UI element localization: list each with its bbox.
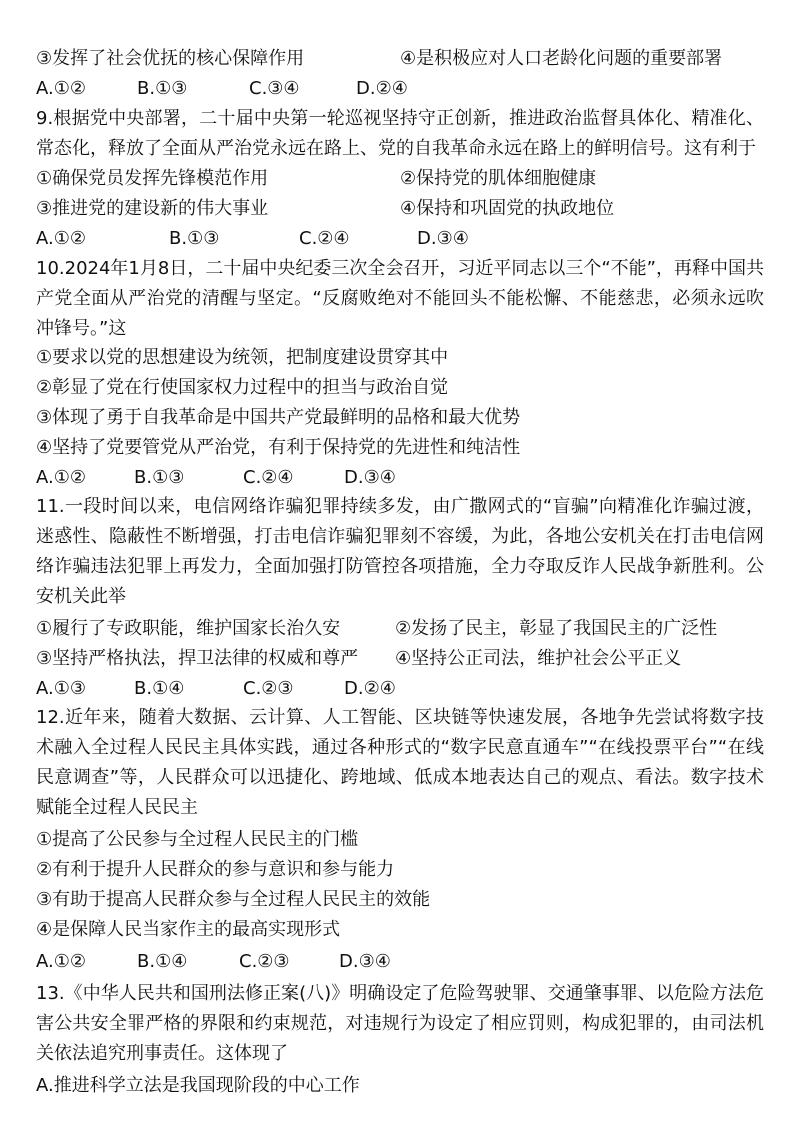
q9-choice-d[interactable]: D.③④ [417,228,469,249]
q10-option-1: ①要求以党的思想建设为统领，把制度建设贯穿其中 [36,347,449,368]
q12-choice-c[interactable]: C.②③ [239,951,290,972]
q8-choice-b[interactable]: B.①③ [137,78,188,99]
q8-choice-a[interactable]: A.①② [36,78,86,99]
q12-stem: 12.近年来，随着大数据、云计算、人工智能、区块链等快速发展，各地争先尝试将数字技术融入全过程人民民主具体实践，通过各种形式的“数字民意直通车”“在线投票平台”“在线民意调查”等，人民群众可以迅捷化、跨地域、低成本地表达自己的观点、看法。数字技术赋能全过程人民民主 [36,707,764,818]
q10-choice-b[interactable]: B.①③ [134,467,185,488]
q11-choice-d[interactable]: D.②④ [344,678,396,699]
q12-choice-d[interactable]: D.③④ [339,951,391,972]
q9-option-3: ③推进党的建设新的伟大事业 [36,198,269,219]
q11-option-1: ①履行了专政职能，维护国家长治久安 [36,618,341,639]
q9-choice-b[interactable]: B.①③ [169,228,220,249]
q11-choices [36,677,764,701]
q12-option-2: ②有利于提升人民群众的参与意识和参与能力 [36,859,395,880]
q10-option-4: ④坚持了党要管党从严治党，有利于保持党的先进性和纯洁性 [36,437,521,458]
q9-choice-c[interactable]: C.②④ [299,228,350,249]
q12-option-4: ④是保障人民当家作主的最高实现形式 [36,919,341,940]
q9-stem: 9.根据党中央部署，二十届中央第一轮巡视坚持守正创新，推进政治监督具体化、精准化、常态化，释放了全面从严治党永远在路上、党的自我革命永远在路上的鲜明信号。这有利于 [36,108,764,159]
q9-option-2: ②保持党的肌体细胞健康 [400,168,597,189]
q12-choice-b[interactable]: B.①④ [137,951,188,972]
q9-choices [36,227,764,251]
q12-option-1: ①提高了公民参与全过程人民民主的门槛 [36,829,359,850]
q11-stem: 11.一段时间以来，电信网络诈骗犯罪持续多发，由广撒网式的“盲骗”向精准化诈骗过渡，迷惑性、隐蔽性不断增强，打击电信诈骗犯罪刻不容缓，为此，各地公安机关在打击电信网络诈骗违法犯罪上再发力，全面加强打防管控各项措施，全力夺取反诈人民战争新胜利。公安机关此举 [36,496,764,607]
q12-choice-a[interactable]: A.①② [36,951,86,972]
q10-choice-c[interactable]: C.②④ [243,467,294,488]
q10-choices [36,466,764,490]
q11-option-4: ④坚持公正司法，维护社会公平正义 [395,648,682,669]
q11-choice-c[interactable]: C.②③ [243,678,294,699]
q11-choice-b[interactable]: B.①④ [134,678,185,699]
q11-option-3: ③坚持严格执法，捍卫法律的权威和尊严 [36,648,359,669]
q11-option-2: ②发扬了民主，彰显了我国民主的广泛性 [395,618,718,639]
q10-stem: 10.2024年1月8日，二十届中央纪委三次全会召开，习近平同志以三个“不能”，再释中国共产党全面从严治党的清醒与坚定。“反腐败绝对不能回头不能松懈、不能慈悲，必须永远吹冲锋号。”这 [36,258,764,339]
q13-stem: 13.《中华人民共和国刑法修正案(八)》明确设定了危险驾驶罪、交通肇事罪、以危险方法危害公共安全罪严格的界限和约束规范，对违规行为设定了相应罚则，构成犯罪的，由司法机关依法追究刑事责任。这体现了 [36,983,764,1064]
q13-option-a: A.推进科学立法是我国现阶段的中心工作 [36,1075,360,1096]
q12-option-3: ③有助于提高人民群众参与全过程人民民主的效能 [36,889,431,910]
q8-choice-c[interactable]: C.③④ [249,78,300,99]
q10-choice-a[interactable]: A.①② [36,467,86,488]
q8-option-3: ③发挥了社会优抚的核心保障作用 [36,48,305,69]
q11-choice-a[interactable]: A.①③ [36,678,86,699]
q9-option-1: ①确保党员发挥先锋模范作用 [36,168,269,189]
q8-choice-d[interactable]: D.②④ [356,78,408,99]
q10-option-2: ②彰显了党在行使国家权力过程中的担当与政治自觉 [36,377,449,398]
q10-option-3: ③体现了勇于自我革命是中国共产党最鲜明的品格和最大优势 [36,407,521,428]
q8-choices [36,77,764,101]
q8-option-4: ④是积极应对人口老龄化问题的重要部署 [400,48,723,69]
q9-choice-a[interactable]: A.①② [36,228,86,249]
q9-option-4: ④保持和巩固党的执政地位 [400,198,615,219]
q10-choice-d[interactable]: D.③④ [344,467,396,488]
q12-choices [36,950,764,974]
